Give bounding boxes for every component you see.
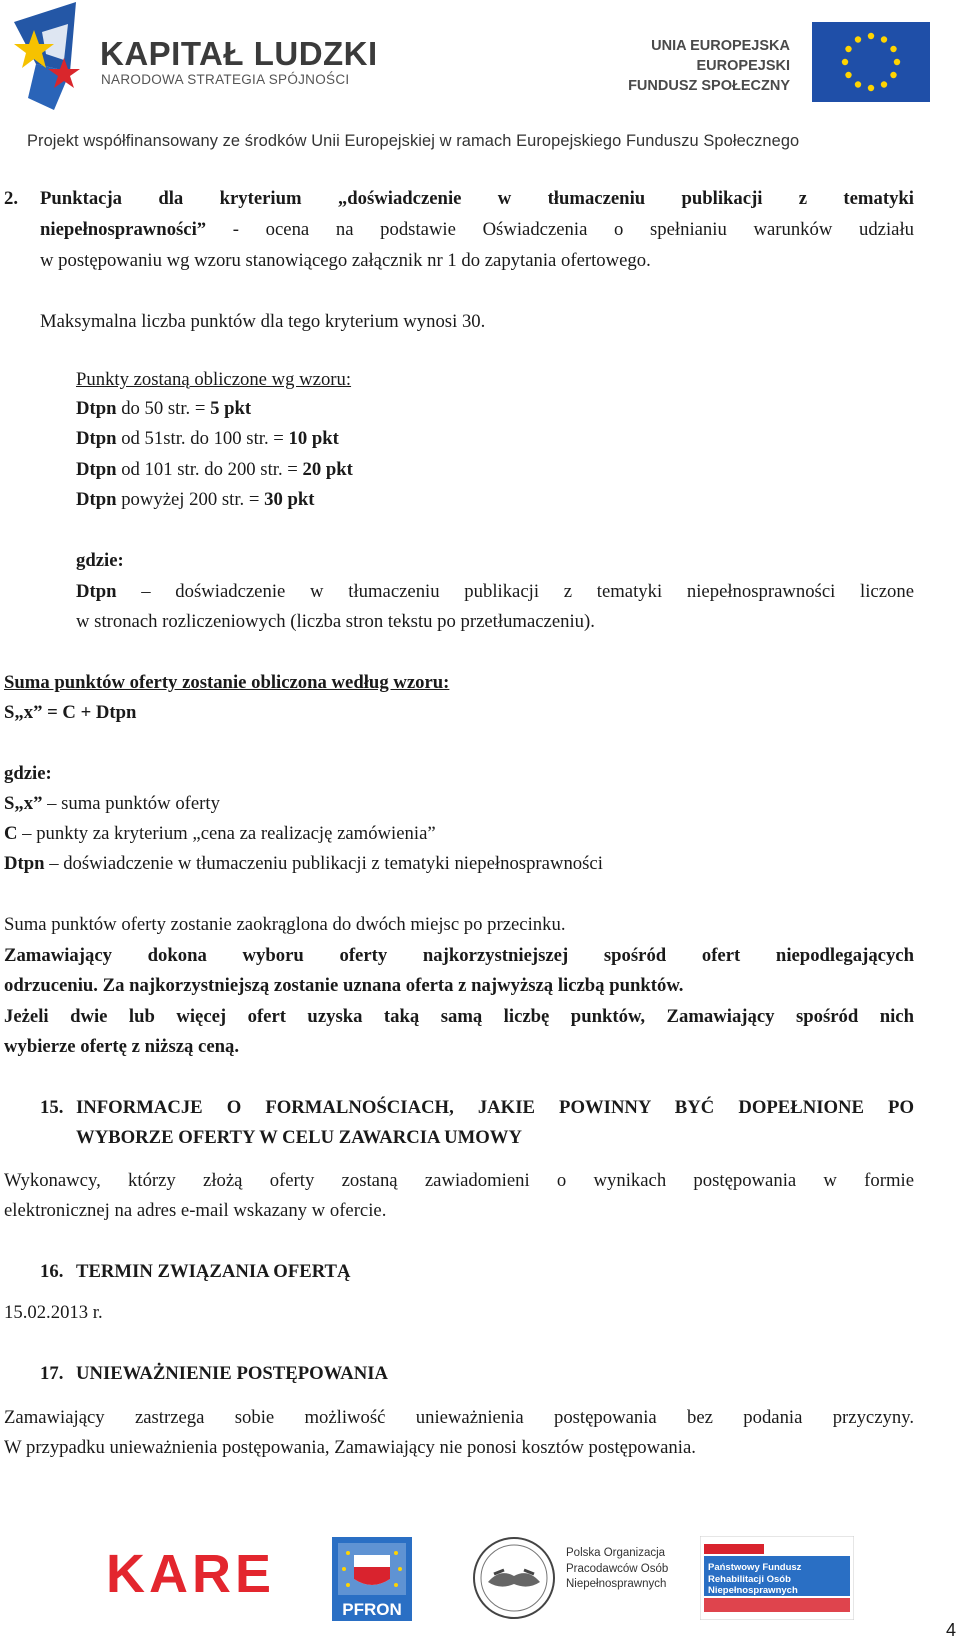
popon-name-line: Pracodawców Osób	[566, 1562, 669, 1575]
pfron-logo-text: PFRON	[342, 1600, 402, 1619]
sum-heading: Suma punktów oferty zostanie obliczona według wzoru:	[4, 672, 450, 693]
pfron-fund-name-line: Niepełnosprawnych	[708, 1585, 798, 1596]
choice-line1: Zamawiający dokona wyboru oferty najkorzystniejszej spośród ofert niepodlegających	[4, 945, 914, 966]
pfron-logo-icon	[332, 1537, 412, 1626]
item-2-line2: niepełnosprawności” - ocena na podstawie Oświadczenia o spełnianiu warunków udziału	[40, 219, 914, 240]
tie-line2: wybierze ofertę z niższą ceną.	[4, 1036, 240, 1057]
section-17-body-line2: W przypadku unieważnienia postępowania, Zamawiający nie ponosi kosztów postępowania.	[4, 1437, 696, 1458]
item-2-line3: w postępowaniu wg wzoru stanowiącego załącznik nr 1 do zapytania ofertowego.	[40, 250, 651, 271]
item-2-line1: Punktacja dla kryterium „doświadczenie w tłumaczeniu publikacji z tematyki	[40, 188, 914, 209]
logo-subtitle: NARODOWA STRATEGIA SPÓJNOŚCI	[101, 72, 350, 87]
eu-label-line1: UNIA EUROPEJSKA	[651, 38, 790, 54]
page-number: 4	[945, 1620, 956, 1640]
formula-row: Dtpn powyżej 200 str. = 30 pkt	[76, 489, 315, 510]
eu-label-line3: FUNDUSZ SPOŁECZNY	[628, 78, 790, 94]
section-17-body-line1: Zamawiający zastrzega sobie możliwość unieważnienia postępowania bez podania przyczyny.	[4, 1407, 914, 1428]
kare-logo	[106, 1540, 276, 1615]
project-cofinancing-line: Projekt współfinansowany ze środków Unii Europejskiej w ramach Europejskiego Funduszu Społecznego	[27, 132, 800, 150]
eu-label-line2: EUROPEJSKI	[696, 58, 790, 74]
popon-name	[566, 1546, 668, 1593]
formula-row: Dtpn od 101 str. do 200 str. = 20 pkt	[76, 459, 353, 480]
section-17-title: UNIEWAŻNIENIE POSTĘPOWANIA	[76, 1363, 389, 1384]
offer-binding-date: 15.02.2013 r.	[4, 1302, 103, 1323]
pfron-fund-name	[708, 1562, 801, 1597]
eu-label	[628, 36, 790, 96]
popon-name-line: Niepełnosprawnych	[566, 1578, 667, 1590]
sum-where-label: gdzie:	[4, 763, 52, 784]
sum-definition: Dtpn – doświadczenie w tłumaczeniu publikacji z tematyki niepełnosprawności	[4, 853, 603, 874]
popon-logo-icon	[470, 1534, 558, 1627]
eu-flag-icon	[812, 22, 930, 107]
kare-logo-text: KARE	[106, 1544, 276, 1604]
pfron-fund-name-line: Rehabilitacji Osób	[708, 1573, 791, 1585]
section-15-body-line1: Wykonawcy, którzy złożą oferty zostaną zawiadomieni o wynikach postępowania w formie	[4, 1170, 914, 1191]
logo-title: KAPITAŁ LUDZKI	[100, 35, 378, 72]
dtpn-definition-line2: w stronach rozliczeniowych (liczba stron tekstu po przetłumaczeniu).	[76, 611, 595, 632]
item-2-number: 2.	[4, 188, 19, 209]
kapital-ludzki-logo-icon	[6, 2, 96, 119]
section-15-title-line1: INFORMACJE O FORMALNOŚCIACH, JAKIE POWINNY BYĆ DOPEŁNIONE PO	[76, 1097, 914, 1118]
max-points-text: Maksymalna liczba punktów dla tego kryterium wynosi 30.	[40, 311, 486, 332]
pfron-fund-name-line: Państwowy Fundusz	[708, 1562, 802, 1573]
where-label: gdzie:	[76, 550, 124, 571]
section-15-number: 15.	[40, 1097, 64, 1118]
section-16-title: TERMIN ZWIĄZANIA OFERTĄ	[76, 1261, 351, 1282]
section-15-body-line2: elektronicznej na adres e-mail wskazany w ofercie.	[4, 1200, 387, 1221]
dtpn-definition-line1: Dtpn – doświadczenie w tłumaczeniu publikacji z tematyki niepełnosprawności liczone	[76, 581, 914, 602]
section-15-title-line2: WYBORZE OFERTY W CELU ZAWARCIA UMOWY	[76, 1127, 522, 1148]
sum-definition: C – punkty za kryterium „cena za realizację zamówienia”	[4, 823, 436, 844]
sum-formula: S„x” = C + Dtpn	[4, 702, 137, 723]
tie-line1: Jeżeli dwie lub więcej ofert uzyska taką samą liczbę punktów, Zamawiający spośród nich	[4, 1006, 914, 1027]
rounding-text: Suma punktów oferty zostanie zaokrąglona do dwóch miejsc po przecinku.	[4, 914, 566, 935]
formula-row: Dtpn od 51str. do 100 str. = 10 pkt	[76, 428, 339, 449]
popon-name-line: Polska Organizacja	[566, 1547, 666, 1559]
formula-heading: Punkty zostaną obliczone wg wzoru:	[76, 369, 352, 390]
sum-definition: S„x” – suma punktów oferty	[4, 793, 220, 814]
section-17-number: 17.	[40, 1363, 64, 1384]
formula-row: Dtpn do 50 str. = 5 pkt	[76, 398, 252, 419]
section-16-number: 16.	[40, 1261, 64, 1282]
choice-line2: odrzuceniu. Za najkorzystniejszą zostanie uznana oferta z najwyższą liczbą punktów.	[4, 975, 684, 996]
